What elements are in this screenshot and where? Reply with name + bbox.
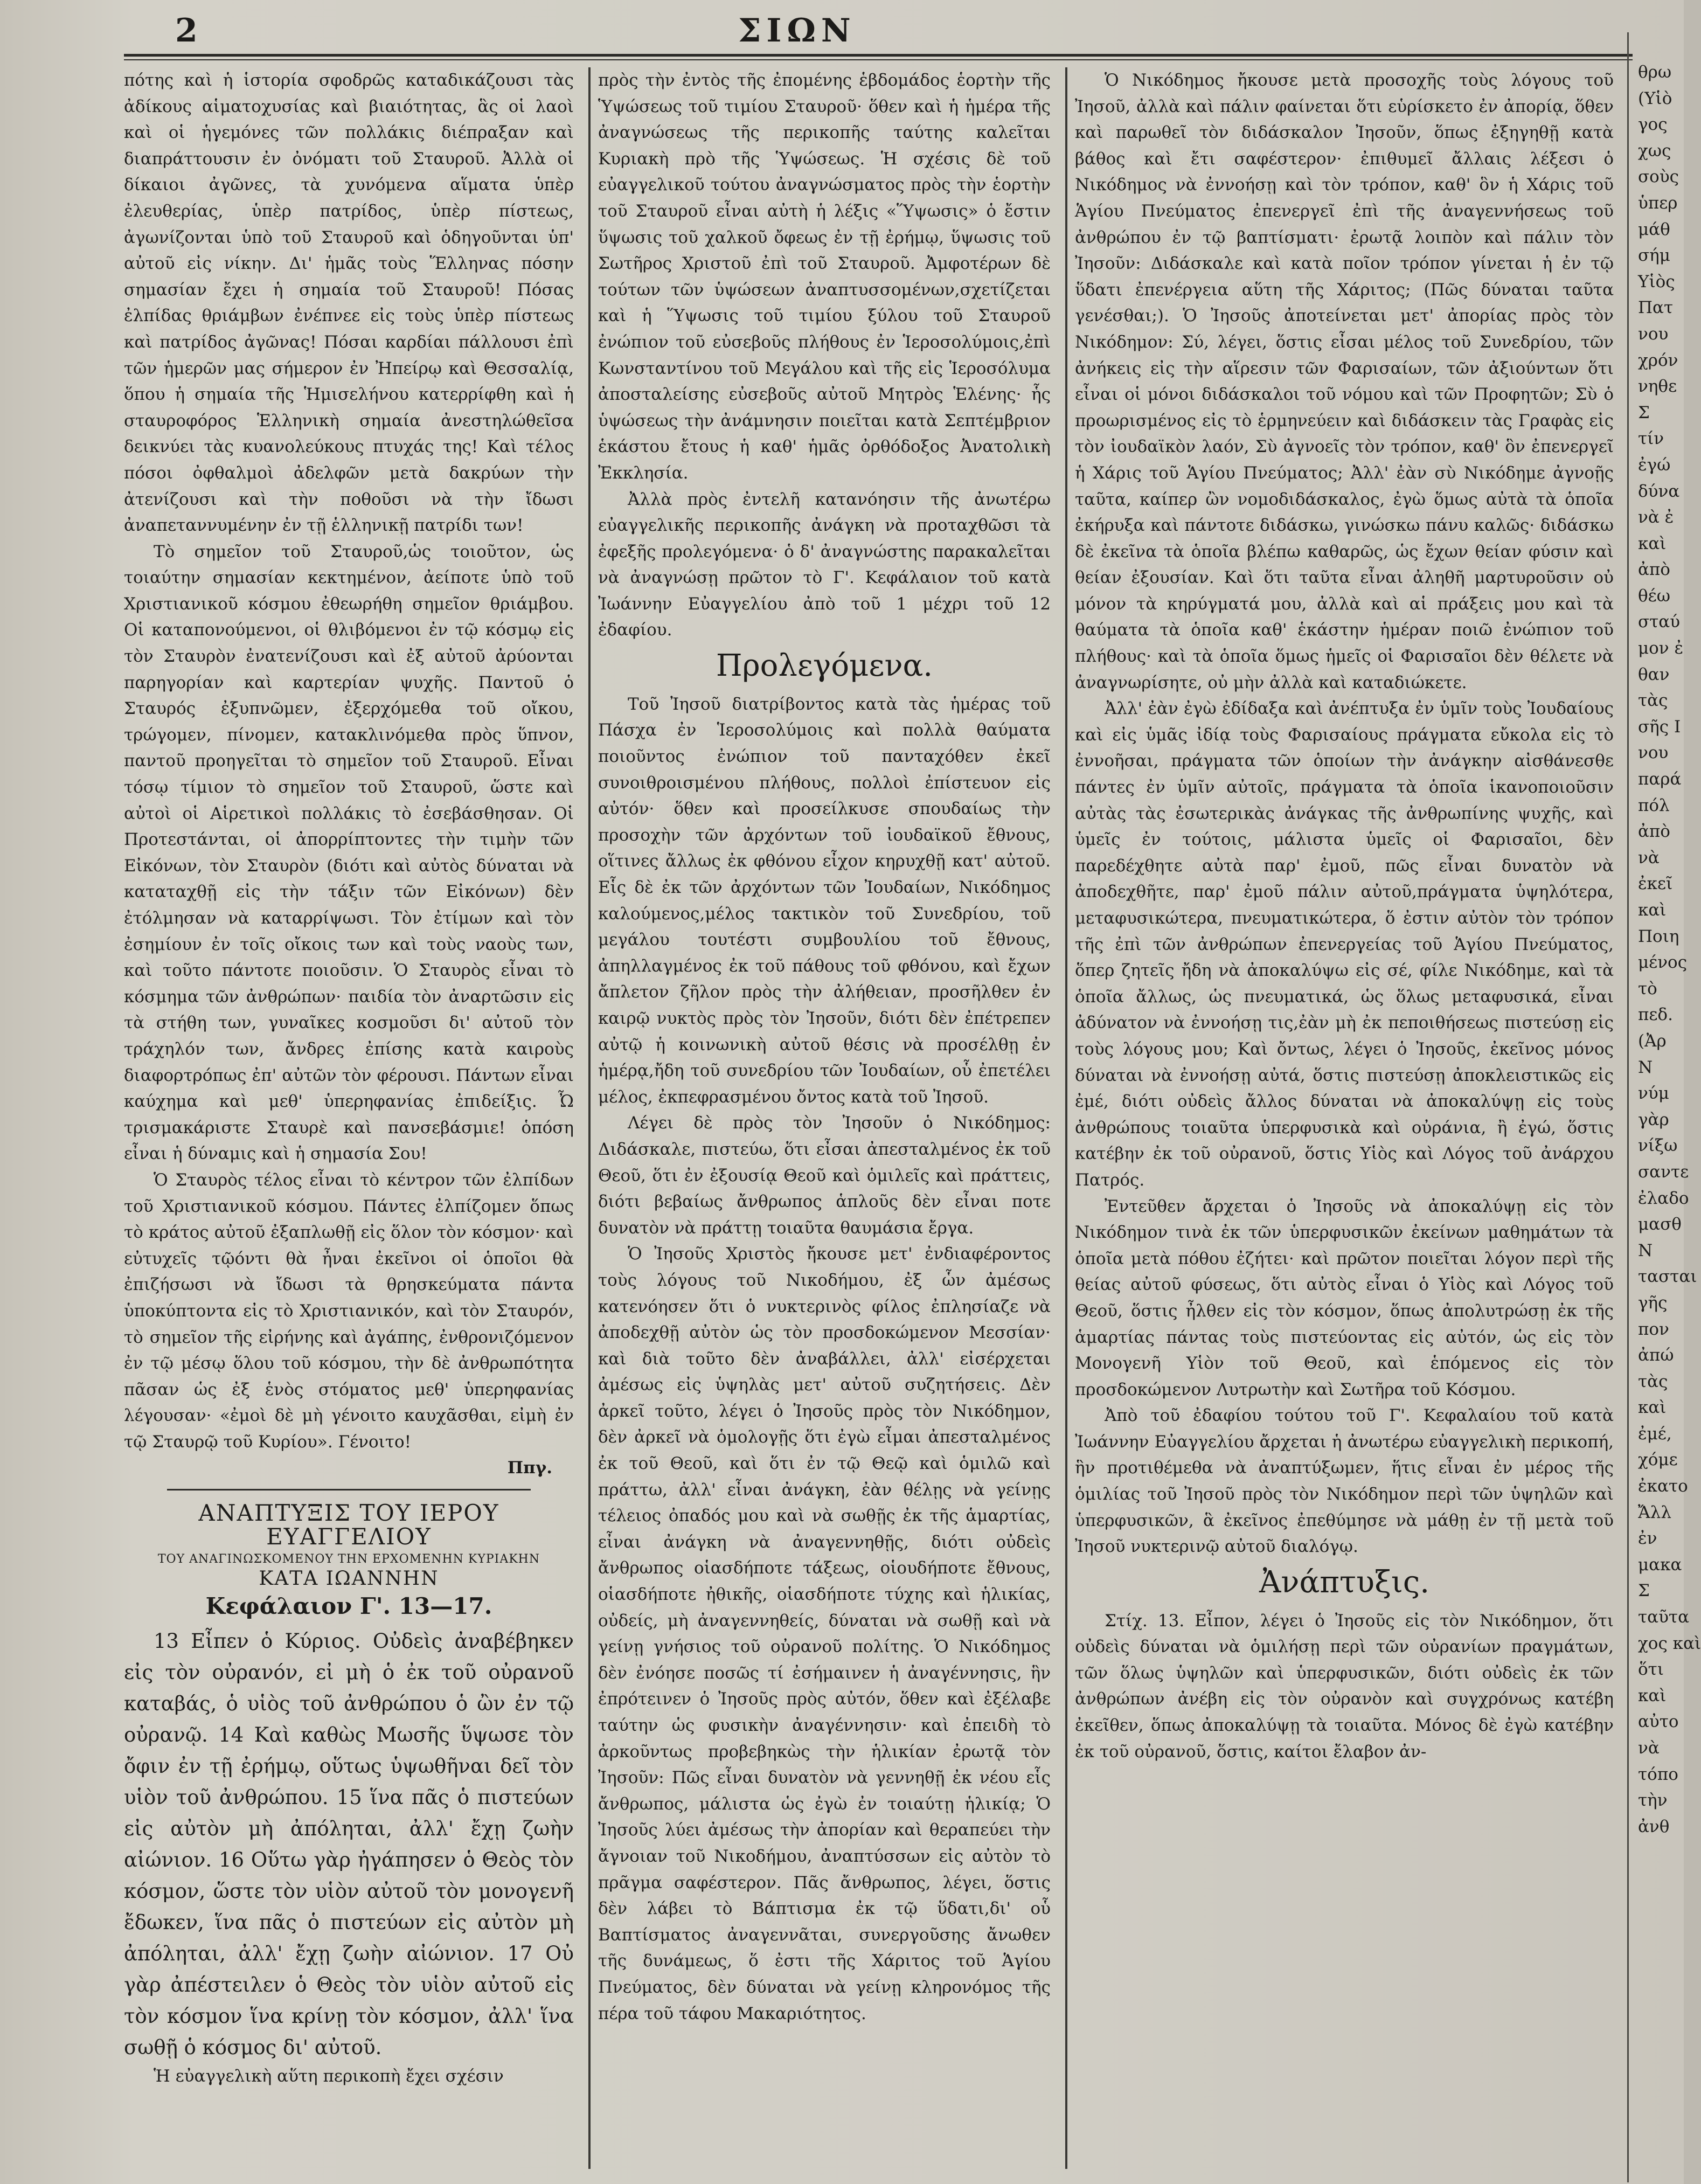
masthead-title: ΣΙΩΝ bbox=[738, 12, 856, 50]
fragment-line: καὶ bbox=[1638, 1398, 1667, 1418]
fragment-line: νύμ bbox=[1638, 1084, 1669, 1104]
paragraph: Τοῦ Ἰησοῦ διατρίβοντος κατὰ τὰς ἡμέρας τοῦ Πάσχα ἐν Ἱεροσολύμοις καὶ πολλὰ θαύματα ποιοῦντος ἐνώπιον τοῦ πανταχόθεν ἐκεῖ συνοιθροισμένου πλήθους, πολλοὶ ἐπίστευον εἰς αὐτόν· ὅθεν καὶ προσείλκυσε σπουδαίως τὴν προσοχὴν τῶν ἀρχόντων τοῦ ἰουδαϊκοῦ ἔθνους, οἵτινες ἄλλως ἐκ φθόνου εἶχον κηρυχθῇ κατ' αὐτοῦ. Εἷς δὲ ἐκ τῶν ἀρχόντων τῶν Ἰουδαίων, Νικόδημος καλούμενος,μέλος τακτικὸν τοῦ Συνεδρίου, τοῦ μεγάλου τουτέστι συμβουλίου τοῦ ἔθνους, ἀπηλλαγμένος ἐκ τοῦ πάθους τοῦ φθόνου, καὶ ἔχων ἄπλετον ζῆλον πρὸς τὴν ἀλήθειαν, προσῆλθεν ἐν καιρῷ νυκτὸς πρὸς τὸν Ἰησοῦν, διότι δὲν ἐπέτρεπεν αὐτῷ ἡ κοινωνικὴ αὐτοῦ θέσις νὰ προσέλθῃ ἐν ἡμέρᾳ,ἤδη τοῦ συνεδρίου τῶν Ἰουδαίων, οὗ ἐπετέλει μέλος, ἐκπεφρασμένου ὄντος κατὰ τοῦ Ἰησοῦ. bbox=[598, 694, 1051, 1107]
fragment-line: ἀνθ bbox=[1638, 1816, 1670, 1836]
paragraph: Τὸ σημεῖον τοῦ Σταυροῦ,ὡς τοιοῦτον, ὡς τοιαύτην σημασίαν κεκτημένον, ἀείποτε ὑπὸ τοῦ Χριστιανικοῦ κόσμου ἐθεωρήθη σημεῖον θριάμβου. Οἱ καταπονούμενοι, οἱ θλιβόμενοι ἐν τῷ κόσμῳ εἰς τὸν Σταυρὸν ἐνατενίζουσι καὶ ἐξ αὐτοῦ ἀρύονται παρηγορίαν καὶ καρτερίαν ψυχῆς. Παντοῦ ὁ Σταυρός ἐξυπνῶμεν, ἐξερχόμεθα τοῦ οἴκου, τρώγομεν, πίνομεν, κατακλινόμεθα πρὸς ὕπνον, παντοῦ προηγεῖται τὸ σημεῖον τοῦ Σταυροῦ. Εἶναι τόσῳ τίμιον τὸ σημεῖον τοῦ Σταυροῦ, ὥστε καὶ αὐτοὶ οἱ Αἱρετικοὶ πολλάκις τὸ ἐσεβάσθησαν. Οἱ Προτεστάνται, οἱ ἀπορρίπτοντες τὴν τιμὴν τῶν Εἰκόνων, τὸν Σταυρὸν (διότι καὶ αὐτὸς δύναται νὰ καταταχθῇ εἰς τὴν τάξιν τῶν Εἰκόνων) δὲν ἐτόλμησαν νὰ καταρρίψωσι. Τὸν ἐτίμων καὶ τὸν ἐσημίουν ἐν τοῖς οἴκοις των καὶ τοὺς ναοὺς των, καὶ τοῦτο πάντοτε ποιοῦσιν. Ὁ Σταυρὸς εἶναι τὸ κόσμημα τῶν ἀνθρώπων· παιδία τὸν ἀναρτῶσιν εἰς τὰ στήθη των, γυναῖκες κοσμοῦσι δι' αὐτοῦ τὸν τράχηλόν των, ἄνδρες ἐπίσης κατὰ καιροὺς διαφορτρόπως ἐπ' αὐτῶν τὸν φέρουσι. Πάντων εἶναι καύχημα καὶ μεθ' ὑπερηφανίας ἐπιδείξις. Ὦ τρισμακάριστε Σταυρὲ καὶ πανσεβάσμιε! ὁπόση εἶναι ἡ δύναμις καὶ ἡ σημασία Σου! bbox=[124, 542, 574, 1164]
fragment-line: χόμε bbox=[1638, 1450, 1678, 1470]
author-signature: Ππγ. bbox=[507, 1458, 552, 1478]
paragraph: πότης καὶ ἡ ἱστορία σφοδρῶς καταδικάζουσι τὰς ἀδίκους αἱματοχυσίας καὶ βιαιότητας, ἃς οἱ λαοὶ καὶ οἱ ἡγεμόνες τῶν πολλάκις διέπραξαν καὶ διαπράττουσιν ἐν ὀνόματι τοῦ Σταυροῦ. Ἀλλὰ οἱ δίκαιοι ἀγῶνες, τὰ χυνόμενα αἵματα ὑπὲρ ἐλευθερίας, ὑπὲρ πατρίδος, ὑπὲρ πίστεως, ἀγωνίζονται ὑπὸ τοῦ Σταυροῦ καὶ ὁδηγοῦνται ὑπ' αὐτοῦ εἰς νίκην. Δι' ἡμᾶς τοὺς Ἕλληνας πόσην σημασίαν ἔχει ἡ σημαία τοῦ Σταυροῦ! Πόσας ἐλπίδας θριάμβων ἐνέπνεε εἰς τοὺς ὑπὲρ πίστεως καὶ πατρίδος ἀγῶνας! Πόσαι καρδίαι πάλλουσι ἐπὶ τῶν ἡμερῶν μας σήμερον ἐν Ἠπείρῳ καὶ Θεσσαλίᾳ, ὅπου ἡ σημαία τῆς Ἡμισελήνου κατερρίφθη καὶ ἡ σταυροφόρος Ἑλληνικὴ σημαία ἀνεστηλώθεῖσα δεικνύει τὰς κυανολεύκους πτυχάς της! Καὶ τέλος πόσοι ὀφθαλμοὶ ἀδελφῶν μετὰ δακρύων τὴν ἀτενίζουσι καὶ τὴν ποθοῦσι νὰ τὴν ἴδωσι ἀναπεταννυμένην ἐν τῇ ἑλληνικῇ πατρίδι των! bbox=[124, 71, 574, 536]
fragment-line: γὰρ bbox=[1638, 1110, 1669, 1129]
fragment-line: νηθε bbox=[1638, 377, 1677, 397]
fragment-line: αὐτο bbox=[1638, 1712, 1679, 1732]
fragment-line: νὰ bbox=[1638, 848, 1660, 868]
fragment-line: ἐλαδο bbox=[1638, 1188, 1689, 1208]
fragment-line: θρω bbox=[1638, 63, 1672, 82]
paragraph: πρὸς τὴν ἐντὸς τῆς ἐπομένης ἑβδομάδος ἑορτὴν τῆς Ὑψώσεως τοῦ τιμίου Σταυροῦ· ὅθεν καὶ ἡ ἡμέρα τῆς ἀναγνώσεως τῆς περικοπῆς ταύτης καλεῖται Κυριακὴ πρὸ τῆς Ὑψώσεως. Ἡ σχέσις δὲ τοῦ εὐαγγελικοῦ τούτου ἀναγνώσματος πρὸς τὴν ἑορτὴν τοῦ Σταυροῦ εἶναι αὐτὴ ἡ λέξις «Ὕψωσις» ὁ ἔστιν ὕψωσις τοῦ χαλκοῦ ὄφεως ἐν τῇ ἐρήμῳ, ὕψωσις τοῦ Σωτῆρος Χριστοῦ ἐπὶ τοῦ Σταυροῦ. Ἀμφοτέρων δὲ τούτων τῶν ὑψώσεων ἀναπτυσσομένων,σχετίζεται καὶ ἡ Ὕψωσις τοῦ τιμίου ξύλου τοῦ Σταυροῦ ἐνώπιον τοῦ εὐσεβοῦς πλήθους ἐν Ἱεροσολύμοις,ἐπὶ Κωνσταντίνου τοῦ Μεγάλου καὶ τῆς εἰς Ἱεροσόλυμα ἀποσταλείσης εὐσεβοῦς αὐτοῦ Μητρὸς Ἑλένης· ἧς ὑψώσεως τὴν ἀνάμνησιν ποιεῖται κατὰ Σεπτέμβριον ἑκάστου ἔτους ἡ καθ' ἡμᾶς ὀρθόδοξος Ἀνατολικὴ Ἐκκλησία. bbox=[598, 71, 1051, 483]
fragment-line: πον bbox=[1638, 1319, 1669, 1339]
fragment-line: ταῦτα bbox=[1638, 1607, 1690, 1627]
fragment-line: Υἱὸς bbox=[1638, 272, 1675, 292]
fragment-line: νὰ ἐ bbox=[1638, 508, 1674, 528]
header-rule bbox=[124, 54, 1633, 57]
fragment-line: μένος bbox=[1638, 953, 1688, 973]
fragment-line: χρόν bbox=[1638, 350, 1678, 370]
fragment-line: γῆς bbox=[1638, 1293, 1668, 1313]
fragment-line: σῆς Ι bbox=[1638, 717, 1681, 737]
fragment-line: μον ἐ bbox=[1638, 639, 1684, 658]
fragment-line: ἐκατο bbox=[1638, 1476, 1688, 1496]
fragment-line: μασθ bbox=[1638, 1215, 1682, 1235]
column-divider bbox=[588, 67, 591, 2169]
column-left bbox=[124, 67, 574, 2090]
fragment-line: ἐκεῖ bbox=[1638, 874, 1673, 894]
neighbor-page-fragment bbox=[1638, 59, 1701, 1840]
fragment-line: (Υἱὸ bbox=[1638, 88, 1672, 108]
fragment-line: Σ bbox=[1638, 1581, 1650, 1601]
paragraph: Ἐντεῦθεν ἄρχεται ὁ Ἰησοῦς νὰ ἀποκαλύψῃ εἰς τὸν Νικόδημον τινὰ ἐκ τῶν ὑπερφυσικῶν ἐκείνων μαθημάτων τὰ ὁποῖα μετὰ πόθου ἐζήτει· καὶ πρῶτον ποιεῖται λόγον περὶ τῆς θείας αὐτοῦ φύσεως, ὅτι αὐτὸς εἶναι ὁ Υἱὸς καὶ Λόγος τοῦ Θεοῦ, ὅστις ἦλθεν εἰς τὸν κόσμον, ὅπως ἀπολυτρώσῃ ἐκ τῆς ἁμαρτίας πάντας τοὺς πιστεύοντας εἰς αὐτόν, ὡς εἰς τὸν Μονογενῆ Υἱὸν τοῦ Θεοῦ, καὶ ἑπόμενος εἰς τὸν προσδοκώμενον Λυτρωτὴν καὶ Σωτῆρα τοῦ Κόσμου. bbox=[1075, 1196, 1614, 1399]
fragment-line: Πατ bbox=[1638, 298, 1674, 318]
fragment-line: δύνα bbox=[1638, 481, 1680, 501]
fragment-line: παρά bbox=[1638, 769, 1682, 789]
fragment-line: μάθ bbox=[1638, 219, 1670, 239]
chapter-reference: Κεφάλαιον Γ'. 13—17. bbox=[205, 1593, 492, 1620]
fragment-line: νὰ bbox=[1638, 1738, 1660, 1758]
paragraph: Ὁ Ἰησοῦς Χριστὸς ἤκουσε μετ' ἐνδιαφέροντος τοὺς λόγους τοῦ Νικοδήμου, ἐξ ὧν ἀμέσως κατενόησεν ὅτι ὁ νυκτερινὸς φίλος ἐπλησίαζε νὰ ἀποδεχθῇ αὐτὸν ὡς τὸν προσδοκώμενον Μεσσίαν· καὶ διὰ τοῦτο δὲν ἀναβάλλει, ἀλλ' εἰσέρχεται ἀμέσως εἰς ὑψηλὰς μετ' αὐτοῦ συζητήσεις. Δὲν ἀρκεῖ τοῦτο, λέγει ὁ Ἰησοῦς πρὸς τὸν Νικόδημον, δὲν ἀρκεῖ νὰ ὁμολογῇς ὅτι ἐγὼ εἶμαι ἀπεσταλμένος ἐκ τοῦ Θεοῦ, καὶ ὅτι ἐν τῷ Θεῷ καὶ ὁμιλῶ καὶ πράττω, ἀλλ' εἶναι ἀνάγκη, ἐὰν θέλῃς νὰ γείνῃς τέλειος ὀπαδός μου καὶ νὰ σωθῇς ἐκ τῆς ἁμαρτίας, εἶναι ἀνάγκη νὰ ἀναγεννηθῇς, διότι οὐδεὶς ἄνθρωπος οἱασδήποτε τάξεως, οἱουδήποτε ἔθνους, οἱασδήποτε ἠθικῆς, οἱασδήποτε τύχης καὶ ἡλικίας, οὐδείς, μὴ ἀναγεννηθείς, δύναται νὰ σωθῇ καὶ νὰ γείνῃ γνήσιος τοῦ οὐρανοῦ πολίτης. Ὁ Νικόδημος δὲν ἐνόησε ποσῶς τί ἐσήμαινεν ἡ ἀναγέννησις, ἣν ἐπρότεινεν ὁ Ἰησοῦς πρὸς αὐτόν, ὅθεν καὶ ἐξέλαβε ταύτην ὡς φυσικὴν ἀναγέννησιν· καὶ ἐπειδὴ τὸ ἀρκοῦντως προβεβηκὼς τὴν ἡλικίαν ἐρωτᾷ τὸν Ἰησοῦν: Πῶς εἶναι δυνατὸν νὰ γεννηθῇ ἐκ νέου εἷς ἄνθρωπος, μάλιστα ὡς ἐγὼ ἐν τοιαύτῃ ἡλικίᾳ; Ὁ Ἰησοῦς λύει ἀμέσως τὴν ἀπορίαν καὶ θεραπεύει τὴν ἄγνοιαν τοῦ Νικοδήμου, ἀναπτύσσων εἰς αὐτὸν τὸ πρᾶγμα σαφέστερον. Πᾶς ἄνθρωπος, λέγει, ὅστις δὲν λάβει τὸ Βάπτισμα ἐκ τῷ ὕδατι,δι' οὗ Βαπτίσματος ἀναγεννᾶται, συνεργοῦσης ἄνωθεν τῆς δυνάμεως, ὅ ἐστι τῆς Χάριτος τοῦ Ἁγίου Πνεύματος, δὲν δύναται νὰ γείνῃ κληρονόμος τῆς πέρα τοῦ τάφου Μακαριότητος. bbox=[598, 1244, 1051, 2023]
fragment-line: καὶ bbox=[1638, 900, 1667, 920]
column-middle bbox=[598, 67, 1051, 2027]
column-divider bbox=[1065, 67, 1067, 2169]
fragment-line: σαντε bbox=[1638, 1162, 1689, 1182]
paragraph: Λέγει δὲ πρὸς τὸν Ἰησοῦν ὁ Νικόδημος: Διδάσκαλε, πιστεύω, ὅτι εἶσαι ἀπεσταλμένος ἐκ τοῦ Θεοῦ, ὅτι ἐν ἐξουσίᾳ Θεοῦ καὶ ὁμιλεῖς καὶ πράττεις, διότι βεβαίως ἄνθρωπος ἁπλοῦς δὲν εἶναι ποτε δυνατὸν νὰ πράττῃ τοιαῦτα θαυμάσια ἔργα. bbox=[598, 1113, 1051, 1238]
fragment-line: τόπο bbox=[1638, 1764, 1678, 1784]
header-rule-thin bbox=[124, 59, 1633, 60]
paragraph: Ἀπὸ τοῦ ἐδαφίου τούτου τοῦ Γ'. Κεφαλαίου τοῦ κατὰ Ἰωάννην Εὐαγγελίου ἄρχεται ἡ ἀνωτέρω εὐαγγελικὴ περικοπή, ἣν προτιθέμεθα νὰ ἀναπτύξωμεν, ἥτις εἶναι ἐν μέρος τῆς ὁμιλίας τοῦ Ἰησοῦ πρὸς τὸν Νικόδημον περὶ τῶν ὑψηλῶν καὶ ὑπερφυσικῶν, ἃ ἐκεῖνος ἐπεθύμησε νὰ μάθῃ ἐν τῇ μετὰ τοῦ Ἰησοῦ νυκτερινῷ αὐτοῦ διαλόγῳ. bbox=[1075, 1406, 1614, 1557]
section-heading: Προλεγόμενα. bbox=[716, 648, 933, 684]
fragment-line: ὑπερ bbox=[1638, 193, 1678, 213]
fragment-line: ἀπὸ bbox=[1638, 822, 1670, 842]
paragraph: Στίχ. 13. Εἶπον, λέγει ὁ Ἰησοῦς εἰς τὸν Νικόδημον, ὅτι οὐδεὶς δύναται νὰ ὁμιλήσῃ περὶ τῶν οὐρανίων πραγμάτων, τῶν ὅλως ὑψηλῶν καὶ ὑπερφυσικῶν, διότι οὐδεὶς ἐκ τῶν ἀνθρώπων ἀνέβη εἰς τὸν οὐρανὸν καὶ συγχρόνως κατέβη ἐκεῖθεν, ὅπως ἀποκαλύψῃ τὰ τοιαῦτα. Μόνος δὲ ἐγὼ κατέβην ἐκ τοῦ οὐρανοῦ, ὅστις, καίτοι ἔλαβον ἀν- bbox=[1075, 1611, 1614, 1762]
fragment-line: σήμ bbox=[1638, 246, 1670, 266]
fragment-line: Ποιη bbox=[1638, 926, 1679, 946]
fragment-line: σοὺς bbox=[1638, 167, 1679, 187]
section-subtitle-gospel: ΚΑΤΑ ΙΩΑΝΝΗΝ bbox=[259, 1568, 439, 1590]
fragment-line: πόλ bbox=[1638, 795, 1670, 815]
fragment-line: τὸ bbox=[1638, 979, 1657, 999]
page-edge-divider bbox=[1627, 32, 1629, 2182]
fragment-line: νίξω bbox=[1638, 1136, 1678, 1156]
paragraph: Ὁ Νικόδημος ἤκουσε μετὰ προσοχῆς τοὺς λόγους τοῦ Ἰησοῦ, ἀλλὰ καὶ πάλιν φαίνεται ὅτι εὑρίσκετο ἐν ἀπορίᾳ, ὅθεν καὶ παρωθεῖ τὸν διδάσκαλον Ἰησοῦν, ὅπως ἐξηγηθῇ κατὰ βάθος καὶ ἔτι σαφέστερον· ἐπιθυμεῖ ἄλλαις λέξεσι ὁ Νικόδημος νὰ ἐννοήσῃ καὶ τὸν τρόπον, καθ' ὃν ἡ Χάρις τοῦ Ἁγίου Πνεύματος ἐπενεργεῖ ἐπὶ τῆς ἀναγεννήσεως τοῦ ἀνθρώπου ἐν τῷ βαπτίσματι· ἐρωτᾷ λοιπὸν καὶ πάλιν τὸν Ἰησοῦν: Διδάσκαλε καὶ κατὰ ποῖον τρόπον γίνεται ἡ ἐν τῷ ὕδατι ἐπενέργεια αὕτη τῆς Χάριτος; (Πῶς δύναται ταῦτα γενέσθαι;). Ὁ Ἰησοῦς ἀποτείνεται μετ' ἀπορίας πρὸς τὸν Νικόδημον: Σύ, λέγει, ὅστις εἶσαι μέλος τοῦ Συνεδρίου, τῶν ἀνήκεις εἰς τὴν αἵρεσιν τῶν Φαρισαίων, τῶν ἀξιούντων ὅτι εἶναι οἱ μόνοι διδάσκαλοι τοῦ νόμου καὶ τῶν Προφητῶν; Σὺ ὁ προωρισμένος εἰς τὸ ἑρμηνεύειν καὶ διδάσκειν τὰς Γραφὰς εἰς τὸν ἰουδαϊκὸν λαόν, Σὺ ἀγνοεῖς τὸν τρόπον, καθ' ὃν ἐπενεργεῖ ἡ Χάρις τοῦ Ἁγίου Πνεύματος; Ἀλλ' ἐὰν σὺ Νικόδημε ἀγνοῇς ταῦτα, καίπερ ὢν νομοδιδάσκαλος, ἐγὼ ὅμως αὐτὰ τὰ ὁποῖα ἐκήρυξα καὶ πάντοτε διδάσκω, γινώσκω πάνυ καλῶς· διδάσκω δὲ ἐκεῖνα τὰ ὁποῖα βλέπω καθαρῶς, ὡς ἔχων θείαν φύσιν καὶ θείαν ἐξουσίαν. Καὶ ὅτι ταῦτα εἶναι ἀληθῆ μαρτυροῦσιν οὐ μόνον τὰ κηρύγματά μου, ἀλλὰ καὶ αἱ πράξεις μου καὶ τὰ θαύματα τὰ ὁποῖα καθ' ἑκάστην ἡμέραν ποιῶ ἐνώπιον τοῦ πλήθους· καὶ τὰ ὁποῖα ὅμως ἡμεῖς οἱ Φαρισαῖοι δὲν θέλετε νὰ ἀναγνωρίσητε, οὐ μὴν ἀλλὰ καὶ καταδιώκετε. bbox=[1075, 71, 1614, 692]
fragment-line: ἀπὸ bbox=[1638, 560, 1670, 580]
section-divider bbox=[167, 1489, 531, 1490]
fragment-line: Ν bbox=[1638, 1240, 1653, 1260]
fragment-line: θαν bbox=[1638, 664, 1670, 684]
paragraph: Ἀλλ' ἐὰν ἐγὼ ἐδίδαξα καὶ ἀνέπτυξα ἐν ὑμῖν τοὺς Ἰουδαίους καὶ εἰς ὑμᾶς ἰδίᾳ τοὺς Φαρισαίους πράγματα εὔκολα εἰς τὸ ἐννοῆσαι, πράγματα τῶν ὁποίων τὴν ἀνάγκην αἰσθάνεσθε πάντες ἐν ὑμῖν αὐτοῖς, πράγματα τὰ ὁποῖα ἱκανοποιοῦσιν αὐτὰς τὰς ἐσωτερικὰς ἀνάγκας τῆς ἀνθρωπίνης ψυχῆς, καὶ ὑμεῖς ἐν τούτοις, μάλιστα ὑμεῖς οἱ Φαρισαῖοι, δὲν παρεδέχθητε αὐτὰ παρ' ἐμοῦ, πῶς εἶναι δυνατὸν νὰ ἀποδεχθῆτε, παρ' ἐμοῦ πάλιν αὐτοῦ,πράγματα ὑψηλότερα, μεταφυσικώτερα, πνευματικώτερα, ὅ ἐστιν αὐτὸν τὸν τρόπον τῆς ἐπὶ τῶν ἀνθρώπων ἐπενεργείας τοῦ Ἁγίου Πνεύματος, ὅπερ ζητεῖς ἤδη νὰ ἀποκαλύψω εἰς σέ, φίλε Νικόδημε, καὶ τὰ ὁποῖα ἄλλως, ὡς πνευματικά, ὡς ὅλως μεταφυσικά, εἶναι ἀδύνατον νὰ ἐννοήσῃ τις,ἐὰν μὴ ἐκ πεποιθήσεως πιστεύσῃ εἰς τοὺς λόγους μου; Καὶ ὄντως, λέγει ὁ Ἰησοῦς, ἐκεῖνος μόνος δύναται νὰ ἐννοήσῃ αὐτά, ὅστις πιστεύσῃ ἀποκλειστικῶς εἰς ἐμέ, διότι οὐδεὶς ἄλλος δύναται νὰ ἀποκαλύψῃ εἰς τοὺς ἀνθρώπους τοιαῦτα ὑπερφυσικὰ καὶ οὐράνια, ἢ ἐγώ, ὅστις κατέβην ἐκ τοῦ οὐρανοῦ, ὅστις Υἱὸς καὶ Λόγος τοῦ ἀνάρχου Πατρός. bbox=[1075, 699, 1614, 1190]
fragment-line: καὶ bbox=[1638, 1686, 1667, 1705]
section-title-block bbox=[124, 1501, 574, 1618]
fragment-line: ἐμέ, bbox=[1638, 1424, 1672, 1444]
fragment-line: ἐγώ bbox=[1638, 455, 1671, 475]
section-title: ΑΝΑΠΤΥΞΙΣ ΤΟΥ ΙΕΡΟΥ ΕΥΑΓΓΕΛΙΟΥ bbox=[198, 1500, 499, 1550]
section-subtitle: ΤΟΥ ΑΝΑΓΙΝΩΣΚΟΜΕΝΟΥ ΤΗΝ ΕΡΧΟΜΕΝΗΝ ΚΥΡΙΑΚΗΝ bbox=[157, 1552, 540, 1566]
fragment-line: χως bbox=[1638, 141, 1671, 161]
scripture-text: 13 Εἶπεν ὁ Κύριος. Οὐδεὶς ἀναβέβηκεν εἰς τὸν οὐρανόν, εἰ μὴ ὁ ἐκ τοῦ οὐρανοῦ καταβάς, ὁ υἱὸς τοῦ ἀνθρώπου ὁ ὢν ἐν τῷ οὐρανῷ. 14 Καὶ καθὼς Μωσῆς ὕψωσε τὸν ὄφιν ἐν τῇ ἐρήμῳ, οὕτως ὑψωθῆναι δεῖ τὸν υἱὸν τοῦ ἀνθρώπου. 15 ἵνα πᾶς ὁ πιστεύων εἰς αὐτὸν μὴ ἀπόληται, ἀλλ' ἔχῃ ζωὴν αἰώνιον. 16 Οὕτω γὰρ ἠγάπησεν ὁ Θεὸς τὸν κόσμον, ὥστε τὸν υἱὸν αὐτοῦ τὸν μονογενῆ ἔδωκεν, ἵνα πᾶς ὁ πιστεύων εἰς αὐτὸν μὴ ἀπόληται, ἀλλ' ἔχῃ ζωὴν αἰώνιον. 17 Οὐ γὰρ ἀπέστειλεν ὁ Θεὸς τὸν υἱὸν αὐτοῦ εἰς τὸν κόσμον ἵνα κρίνῃ τὸν κόσμον, ἀλλ' ἵνα σωθῇ ὁ κόσμος δι' αὐτοῦ. bbox=[124, 1630, 574, 2060]
paragraph: Ἀλλὰ πρὸς ἐντελῆ κατανόησιν τῆς ἀνωτέρω εὐαγγελικῆς περικοπῆς ἀνάγκη νὰ προταχθῶσι τὰ ἐφεξῆς προλεγόμενα· ὁ δ' ἀναγνώστης παρακαλεῖται νὰ ἀναγνώσῃ πρῶτον τὸ Γ'. Κεφάλαιον τοῦ κατὰ Ἰωάννην Εὐαγγελίου ἀπὸ τοῦ 1 μέχρι τοῦ 12 ἐδαφίου. bbox=[598, 489, 1051, 640]
fragment-line: νου bbox=[1638, 324, 1669, 344]
fragment-line: Ν bbox=[1638, 1057, 1653, 1077]
section-heading: Ἀνάπτυξις. bbox=[1259, 1564, 1430, 1600]
fragment-line: Σ bbox=[1638, 403, 1650, 422]
page-number: 2 bbox=[175, 12, 198, 50]
fragment-line: ὅτι bbox=[1638, 1660, 1664, 1680]
fragment-line: τὰς bbox=[1638, 1371, 1668, 1391]
fragment-line: Ἄλλ bbox=[1638, 1502, 1672, 1522]
column-right bbox=[1075, 67, 1614, 1765]
fragment-line: γος bbox=[1638, 115, 1668, 135]
paragraph: Ὁ Σταυρὸς τέλος εἶναι τὸ κέντρον τῶν ἐλπίδων τοῦ Χριστιανικοῦ κόσμου. Πάντες ἐλπίζομεν ὅπως τὸ κράτος αὐτοῦ ἐξαπλωθῇ εἰς ὅλον τὸν κόσμον· καὶ εὐτυχεῖς τῷόντι θὰ ἦναι ἐκεῖνοι οἱ ὁποῖοι θὰ ἐπιζήσωσι νὰ ἴδωσι τὰ θρησκεύματα πάντα ὑποκύπτοντα εἰς τὸ Χριστιανικόν, καὶ τὸν Σταυρόν, τὸ σημεῖον τῆς εἰρήνης καὶ ἀγάπης, ἐνθρονιζόμενον ἐν τῷ μέσῳ ὅλου τοῦ κόσμου, τὴν δὲ ἀνθρωπότητα πᾶσαν ὡς ἐξ ἑνὸς στόματος μεθ' ὑπερηφανίας λέγουσαν· «ἐμοὶ δὲ μὴ γένοιτο καυχᾶσθαι, εἰμὴ ἐν τῷ Σταυρῷ τοῦ Κυρίου». Γένοιτο! bbox=[124, 1170, 574, 1452]
fragment-line: ἐν bbox=[1638, 1529, 1657, 1549]
fragment-line: τὰς bbox=[1638, 691, 1668, 711]
fragment-line: θέω bbox=[1638, 586, 1671, 606]
fragment-line: τασται bbox=[1638, 1267, 1697, 1287]
fragment-line: ἀπώ bbox=[1638, 1346, 1674, 1365]
fragment-line: χος καὶ bbox=[1638, 1633, 1701, 1653]
fragment-line: καὶ bbox=[1638, 533, 1667, 553]
fragment-line: νου bbox=[1638, 743, 1669, 763]
paragraph: Ἡ εὐαγγελικὴ αὕτη περικοπὴ ἔχει σχέσιν bbox=[154, 2067, 504, 2086]
fragment-line: τὴν bbox=[1638, 1791, 1668, 1811]
fragment-line: τίν bbox=[1638, 429, 1664, 449]
fragment-line: μακα bbox=[1638, 1555, 1682, 1575]
fragment-line: σταύ bbox=[1638, 612, 1681, 632]
fragment-line: πεδ. bbox=[1638, 1005, 1673, 1025]
fragment-line: (Ἀρ bbox=[1638, 1031, 1667, 1051]
